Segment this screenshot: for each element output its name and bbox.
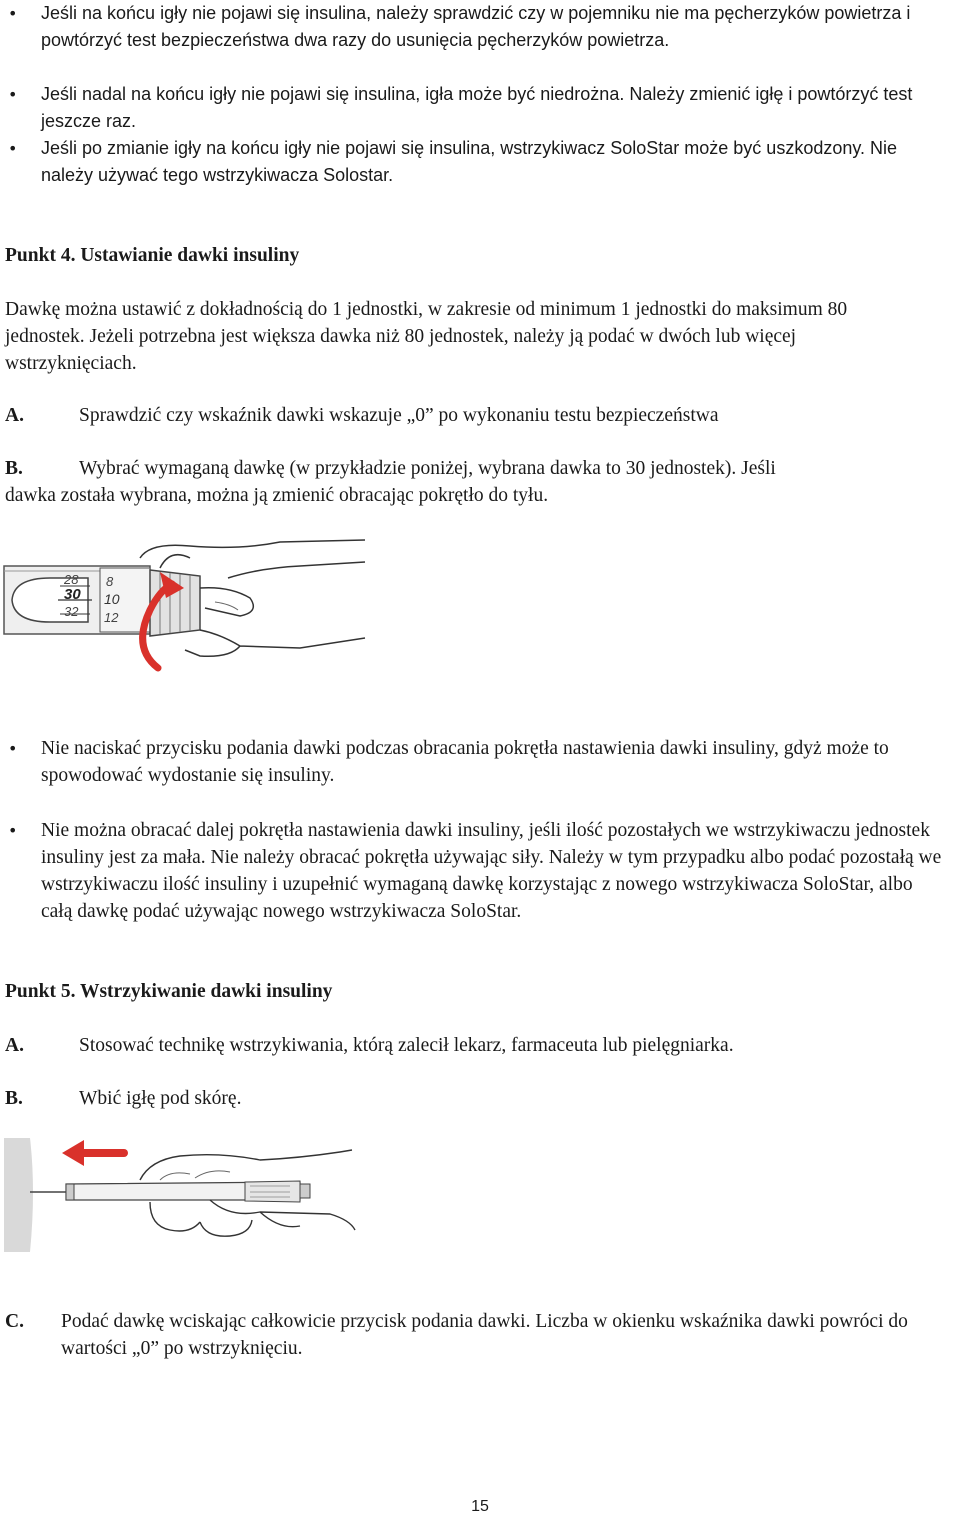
step-letter: C.	[5, 1311, 24, 1332]
step-text: Stosować technikę wstrzykiwania, którą zalecił lekarz, farmaceuta lub pielęgniarka.	[79, 1035, 734, 1056]
scale-label: 12	[104, 610, 119, 625]
step-a	[0, 402, 960, 429]
scale-label: 30	[64, 586, 81, 603]
paragraph: Dawkę można ustawić z dokładnością do 1 jednostki, w zakresie od minimum 1 jednostki do maksimum 80 jednostek. Jeżeli potrzebna jest większa dawka niż 80 jednostek, należy ją podać w dwóch lub więcej wstrzyknięciach.	[5, 299, 848, 374]
list-item-text: Jeśli na końcu igły nie pojawi się insulina, należy sprawdzić czy w pojemniku nie ma pęcherzyków powietrza i powtórzyć test bezpieczeństwa dwa razy do usunięcia pęcherzyków powietrza.	[41, 3, 911, 50]
skin-surface	[4, 1138, 33, 1252]
scale-label: 28	[64, 572, 79, 587]
step-text: Wybrać wymaganą dawkę (w przykładzie poniżej, wybrana dawka to 30 jednostek). Jeśli	[79, 458, 776, 479]
list-item-text: Nie można obracać dalej pokrętła nastawienia dawki insuliny, jeśli ilość pozostałych we wstrzykiwaczu jednostek insuliny jest za mała. Nie należy obracać pokrętła używając siły. Należy w tym przypadku albo podać pozostałą we wstrzykiwaczu ilość insuliny i uzupełnić wymaganą dawkę korzystając z nowego wstrzykiwacza SoloStar, albo całą dawkę podać używając nowego wstrzykiwacza SoloStar.	[41, 820, 942, 922]
page-number: 15	[471, 1498, 489, 1515]
scale-label: 8	[106, 574, 114, 589]
step-letter: A.	[5, 1035, 24, 1056]
step-letter: B.	[5, 458, 23, 479]
step-c	[0, 1308, 960, 1362]
step-a	[0, 1032, 960, 1059]
dose-dial-illustration	[0, 538, 380, 683]
injection-illustration	[0, 1130, 370, 1258]
bullet-dot-icon: •	[8, 739, 18, 758]
step-text: Sprawdzić czy wskaźnik dawki wskazuje „0” po wykonaniu testu bezpieczeństwa	[79, 405, 719, 426]
section-heading: Punkt 4. Ustawianie dawki insuliny	[5, 245, 300, 266]
step-letter: A.	[5, 405, 24, 426]
step-text: Podać dawkę wciskając całkowicie przycisk podania dawki. Liczba w okienku wskaźnika dawki powróci do wartości „0” po wstrzyknięciu.	[61, 1311, 908, 1359]
step-b	[0, 455, 960, 509]
step-text: Wbić igłę pod skórę.	[79, 1088, 242, 1109]
list-item-text: Nie naciskać przycisku podania dawki podczas obracania pokrętła nastawienia dawki insuliny, gdyż może to spowodować wydostanie się insuliny.	[41, 738, 889, 786]
bullet-dot-icon: •	[8, 85, 18, 104]
list-item-text: Jeśli nadal na końcu igły nie pojawi się insulina, igła może być niedrożna. Należy zmienić igłę i powtórzyć test jeszcze raz.	[41, 84, 913, 131]
list-item-text: Jeśli po zmianie igły na końcu igły nie pojawi się insulina, wstrzykiwacz SoloStar może być uszkodzony. Nie należy używać tego wstrzykiwacza Solostar.	[41, 138, 898, 185]
scale-label: 32	[64, 604, 79, 619]
bullet-dot-icon: •	[8, 139, 18, 158]
bullet-dot-icon: •	[8, 4, 18, 23]
section-heading: Punkt 5. Wstrzykiwanie dawki insuliny	[5, 981, 333, 1002]
step-letter: B.	[5, 1088, 23, 1109]
step-b	[0, 1085, 960, 1112]
step-text-continued: dawka została wybrana, można ją zmienić obracając pokrętło do tyłu.	[5, 485, 549, 506]
scale-label: 10	[104, 591, 120, 607]
bullet-dot-icon: •	[8, 821, 18, 840]
